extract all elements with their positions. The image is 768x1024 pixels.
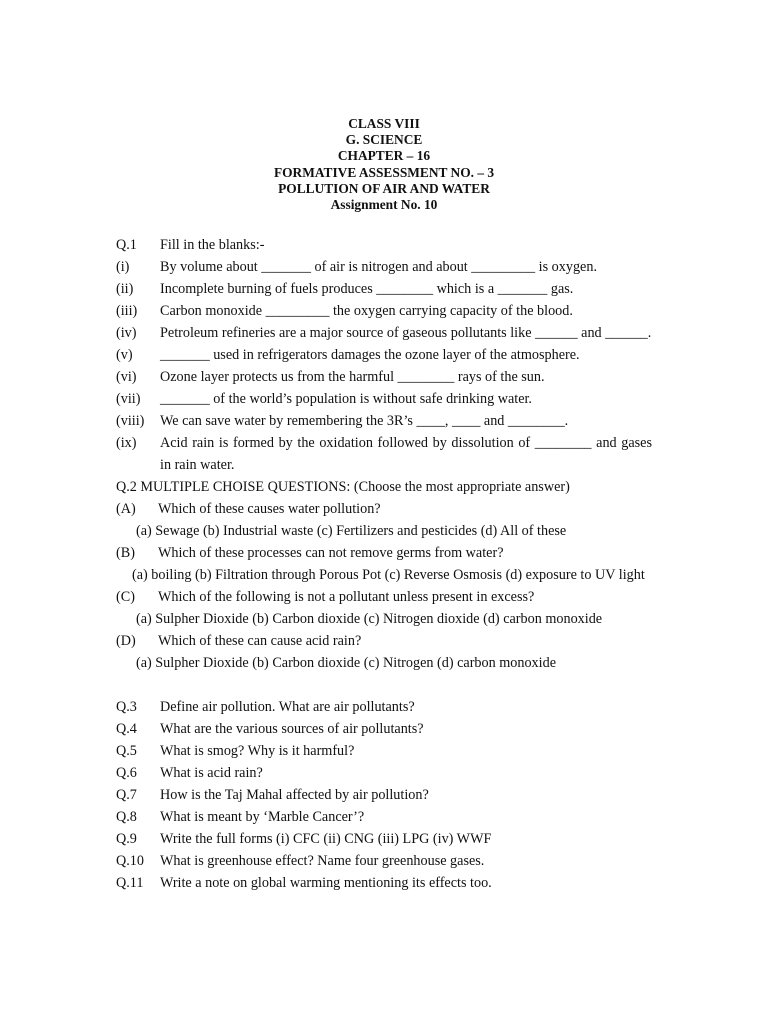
question-number: Q.10	[116, 853, 144, 869]
mcq-text: Which of these causes water pollution?	[158, 501, 381, 517]
blank-item	[116, 366, 652, 388]
mcq-question	[116, 586, 652, 608]
question-number: Q.11	[116, 875, 144, 891]
question-text: Define air pollution. What are air pollutants?	[160, 699, 415, 715]
document-body	[116, 234, 652, 894]
item-number: (ix)	[116, 435, 137, 451]
mcq-options: (a) Sulpher Dioxide (b) Carbon dioxide (c) Nitrogen dioxide (d) carbon monoxide	[136, 611, 603, 627]
mcq-question	[116, 630, 652, 652]
question-text: What is meant by ‘Marble Cancer’?	[160, 809, 365, 825]
blank-item	[116, 322, 652, 344]
question-row	[116, 740, 652, 762]
question-text: What is acid rain?	[160, 765, 263, 781]
blank-item	[116, 432, 652, 476]
question-number: Q.6	[116, 765, 137, 781]
question-row	[116, 718, 652, 740]
mcq-question	[116, 542, 652, 564]
mcq-number: (D)	[116, 633, 136, 649]
topic-title: POLLUTION OF AIR AND WATER	[278, 180, 490, 196]
spacer	[116, 674, 652, 696]
question-number: Q.1	[116, 237, 137, 253]
blank-item	[116, 256, 652, 278]
question-number: Q.8	[116, 809, 137, 825]
question-row	[116, 762, 652, 784]
mcq-options: (a) boiling (b) Filtration through Porous Pot (c) Reverse Osmosis (d) exposure to UV light	[132, 567, 645, 583]
question-text: What are the various sources of air pollutants?	[160, 721, 424, 737]
item-number: (iii)	[116, 303, 138, 319]
item-number: (vi)	[116, 369, 137, 385]
question-text: Write the full forms (i) CFC (ii) CNG (iii) LPG (iv) WWF	[160, 831, 492, 847]
question-text: How is the Taj Mahal affected by air pollution?	[160, 787, 429, 803]
item-text: By volume about _______ of air is nitrogen and about _________ is oxygen.	[160, 259, 597, 275]
question-number: Q.4	[116, 721, 137, 737]
item-number: (i)	[116, 259, 130, 275]
mcq-options: (a) Sewage (b) Industrial waste (c) Fertilizers and pesticides (d) All of these	[136, 523, 567, 539]
item-number: (v)	[116, 347, 133, 363]
question-number: Q.3	[116, 699, 137, 715]
subject-title: G. SCIENCE	[345, 132, 423, 148]
item-text: _______ of the world’s population is without safe drinking water.	[160, 391, 532, 407]
assessment-title: FORMATIVE ASSESSMENT NO. – 3	[273, 164, 495, 180]
question-row	[116, 850, 652, 872]
question-number: Q.9	[116, 831, 137, 847]
mcq-text: Which of the following is not a pollutant unless present in excess?	[158, 589, 535, 605]
question-row	[116, 784, 652, 806]
question-row	[116, 872, 652, 894]
item-number: (vii)	[116, 391, 141, 407]
item-text: Incomplete burning of fuels produces ________ which is a _______ gas.	[160, 281, 574, 297]
blank-item	[116, 410, 652, 432]
item-number: (ii)	[116, 281, 134, 297]
question-number: Q.7	[116, 787, 137, 803]
mcq-question	[116, 498, 652, 520]
blank-item	[116, 278, 652, 300]
item-number: (iv)	[116, 325, 137, 341]
chapter-title: CHAPTER – 16	[337, 148, 431, 164]
mcq-options: (a) Sulpher Dioxide (b) Carbon dioxide (c) Nitrogen (d) carbon monoxide	[136, 655, 556, 671]
blank-item	[116, 388, 652, 410]
assignment-title: Assignment No. 10	[330, 197, 438, 213]
mcq-number: (A)	[116, 501, 136, 517]
mcq-number: (B)	[116, 545, 135, 561]
question-text: What is greenhouse effect? Name four greenhouse gases.	[160, 853, 485, 869]
question-row	[116, 696, 652, 718]
mcq-number: (C)	[116, 589, 135, 605]
blank-item	[116, 344, 652, 366]
blank-item	[116, 300, 652, 322]
question-text: Write a note on global warming mentioning its effects too.	[160, 875, 492, 891]
mcq-text: Which of these can cause acid rain?	[158, 633, 362, 649]
q1-heading	[116, 234, 652, 256]
item-text: Acid rain is formed by the oxidation followed by dissolution of ________ and gases in rain water.	[160, 435, 652, 473]
question-row	[116, 806, 652, 828]
class-title: CLASS VIII	[348, 116, 420, 131]
question-text: What is smog? Why is it harmful?	[160, 743, 355, 759]
question-number: Q.5	[116, 743, 137, 759]
document-header	[0, 116, 768, 213]
item-text: Ozone layer protects us from the harmful ________ rays of the sun.	[160, 369, 545, 385]
item-text: _______ used in refrigerators damages the ozone layer of the atmosphere.	[160, 347, 580, 363]
question-row	[116, 828, 652, 850]
mcq-text: Which of these processes can not remove germs from water?	[158, 545, 504, 561]
item-text: Petroleum refineries are a major source of gaseous pollutants like ______ and ______.	[160, 325, 652, 341]
item-text: We can save water by remembering the 3R’s ____, ____ and ________.	[160, 413, 569, 429]
item-number: (viii)	[116, 413, 145, 429]
item-text: Carbon monoxide _________ the oxygen carrying capacity of the blood.	[160, 303, 573, 319]
q2-heading: Q.2 MULTIPLE CHOISE QUESTIONS: (Choose the most appropriate answer)	[116, 479, 570, 495]
question-text: Fill in the blanks:-	[160, 237, 265, 253]
